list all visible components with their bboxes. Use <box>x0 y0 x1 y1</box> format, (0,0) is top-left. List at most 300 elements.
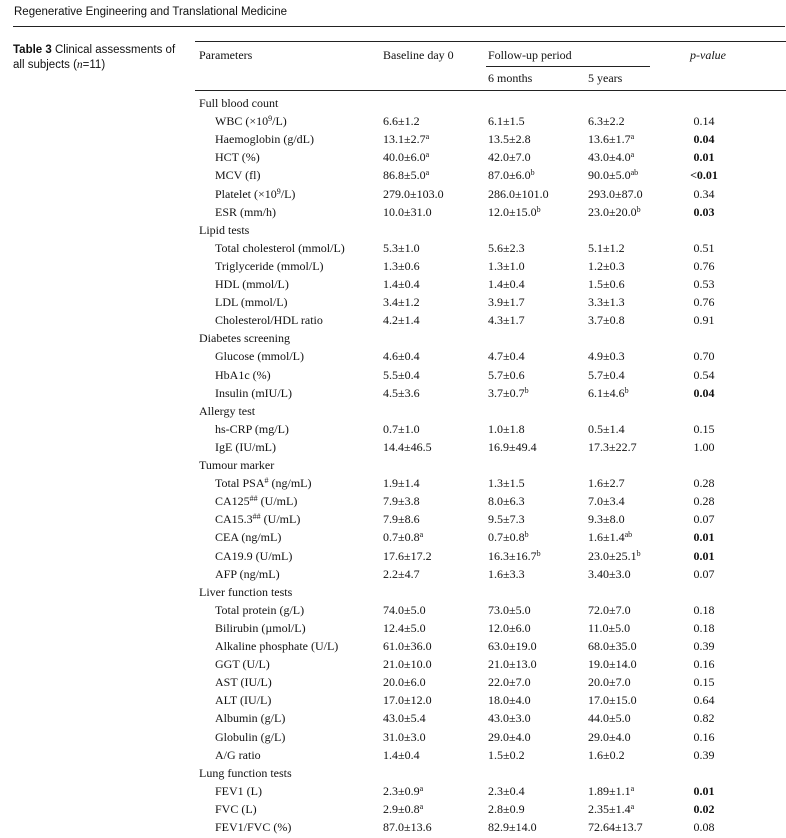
six-month-cell-text: 63.0±19.0 <box>488 639 537 653</box>
baseline-cell-text: 4.6±0.4 <box>383 349 420 364</box>
p-value-cell-text: 0.01 <box>693 548 715 563</box>
five-year-cell-superscript: b <box>636 548 641 558</box>
parameter-cell-text: Platelet (×10 <box>215 186 277 201</box>
parameter-cell-text: HDL (mmol/L) <box>215 277 289 291</box>
p-value-cell <box>672 205 736 219</box>
five-year-cell <box>588 349 625 363</box>
baseline-cell-text: 13.1±2.7 <box>383 132 426 147</box>
five-year-cell <box>588 259 625 273</box>
parameter-cell <box>215 386 292 400</box>
p-value-cell <box>672 693 736 707</box>
six-month-cell-text: 5.6±2.3 <box>488 240 525 255</box>
table-row <box>0 259 786 277</box>
header-followup: Follow-up period <box>488 48 572 62</box>
table-row <box>0 114 786 132</box>
p-value-cell-text: 0.39 <box>693 639 715 653</box>
parameter-cell-text: MCV (fl) <box>215 168 261 183</box>
six-month-cell-text: 4.3±1.7 <box>488 313 525 328</box>
five-year-cell-superscript: a <box>630 150 635 160</box>
six-month-cell <box>488 494 525 508</box>
table-row <box>0 349 786 367</box>
parameter-cell-text: CA19.9 (U/mL) <box>215 548 293 563</box>
six-month-cell-text: 0.7±0.8 <box>488 530 525 545</box>
table-row <box>0 386 786 404</box>
six-month-cell <box>488 205 541 219</box>
five-year-cell-text: 1.6±2.7 <box>588 476 625 491</box>
five-year-cell-text: 29.0±4.0 <box>588 729 631 744</box>
parameter-cell-text: Triglyceride (mmol/L) <box>215 258 324 273</box>
category-row <box>0 331 786 349</box>
p-value-cell <box>672 494 736 508</box>
table-row <box>0 187 786 205</box>
parameter-cell-superscript: # <box>264 476 269 486</box>
six-month-cell <box>488 820 537 834</box>
p-value-cell-text: 0.14 <box>693 114 715 129</box>
parameter-cell-text: AFP (ng/mL) <box>215 566 280 581</box>
six-month-cell <box>488 603 531 617</box>
p-value-cell <box>672 530 736 544</box>
five-year-cell-text: 68.0±35.0 <box>588 639 637 653</box>
six-month-cell <box>488 802 525 816</box>
baseline-cell-text: 4.2±1.4 <box>383 313 420 328</box>
six-month-cell <box>488 711 531 725</box>
table-row <box>0 241 786 259</box>
five-year-cell-superscript: b <box>624 385 629 395</box>
five-year-cell-text: 5.1±1.2 <box>588 240 625 255</box>
six-month-cell-text: 6.1±1.5 <box>488 114 525 129</box>
baseline-cell <box>383 259 420 273</box>
five-year-cell-text: 23.0±20.0 <box>588 204 637 219</box>
five-year-cell <box>588 150 634 164</box>
parameter-cell <box>215 187 295 201</box>
baseline-cell-superscript: a <box>425 150 430 160</box>
six-month-cell <box>488 657 537 671</box>
journal-title: Regenerative Engineering and Translational Medicine <box>14 6 287 18</box>
six-month-cell-text: 22.0±7.0 <box>488 675 531 690</box>
five-year-cell-text: 17.3±22.7 <box>588 439 637 454</box>
six-month-cell-text: 9.5±7.3 <box>488 512 525 527</box>
p-value-cell-text: 0.03 <box>693 204 715 219</box>
six-month-cell-text: 1.0±1.8 <box>488 421 525 436</box>
six-month-cell <box>488 295 525 309</box>
baseline-cell-text: 2.2±4.7 <box>383 566 420 581</box>
baseline-cell <box>383 386 420 400</box>
parameter-cell-text: WBC (×10 <box>215 114 269 129</box>
header-p-value: p-value <box>690 48 726 62</box>
six-month-cell-text: 13.5±2.8 <box>488 132 531 147</box>
baseline-cell <box>383 440 432 454</box>
table-row <box>0 476 786 494</box>
p-value-cell <box>672 657 736 671</box>
five-year-cell <box>588 621 630 635</box>
baseline-cell <box>383 820 432 834</box>
six-month-cell <box>488 241 525 255</box>
five-year-cell-text: 1.2±0.3 <box>588 258 625 273</box>
parameter-cell <box>215 259 324 273</box>
p-value-cell <box>672 241 736 255</box>
five-year-cell-text: 2.35±1.4 <box>588 801 631 816</box>
p-value-cell-text: 0.01 <box>693 530 715 545</box>
p-value-cell-text: 0.39 <box>693 747 715 762</box>
table-header-bottom-rule <box>195 90 786 91</box>
six-month-cell-superscript: b <box>536 548 541 558</box>
parameter-cell <box>215 476 312 490</box>
six-month-cell <box>488 530 529 544</box>
baseline-cell-text: 20.0±6.0 <box>383 675 426 690</box>
parameter-cell-text: A/G ratio <box>215 747 261 762</box>
five-year-cell-text: 1.6±1.4 <box>588 530 625 545</box>
six-month-cell-text: 21.0±13.0 <box>488 657 537 672</box>
baseline-cell <box>383 150 429 164</box>
parameter-cell <box>215 730 285 744</box>
parameter-cell <box>215 711 285 725</box>
parameter-cell-text: hs-CRP (mg/L) <box>215 421 289 436</box>
five-year-cell-superscript: a <box>630 783 635 793</box>
p-value-cell-text: 0.76 <box>693 295 715 310</box>
five-year-cell <box>588 802 634 816</box>
table-row <box>0 132 786 150</box>
baseline-cell-text: 6.6±1.2 <box>383 114 420 129</box>
parameter-cell-text: Globulin (g/L) <box>215 729 286 744</box>
six-month-cell <box>488 187 549 201</box>
category-label-text: Full blood count <box>199 96 279 110</box>
six-month-cell <box>488 476 525 490</box>
six-month-cell <box>488 784 525 798</box>
category-label <box>199 458 274 472</box>
parameter-cell-unit: (U/mL) <box>260 512 301 527</box>
five-year-cell <box>588 476 625 490</box>
parameter-cell-text: CA125 <box>215 494 250 509</box>
p-value-cell-text: 0.54 <box>693 367 715 382</box>
five-year-cell <box>588 603 631 617</box>
category-label-text: Diabetes screening <box>199 331 290 346</box>
five-year-cell-text: 72.64±13.7 <box>588 820 643 834</box>
baseline-cell <box>383 748 420 762</box>
parameter-cell <box>215 693 271 707</box>
baseline-cell <box>383 114 420 128</box>
six-month-cell-text: 87.0±6.0 <box>488 168 531 183</box>
parameter-cell <box>215 567 280 581</box>
parameter-cell-text: Cholesterol/HDL ratio <box>215 313 323 328</box>
parameter-cell <box>215 277 289 291</box>
category-row <box>0 96 786 114</box>
baseline-cell-text: 74.0±5.0 <box>383 602 426 617</box>
parameter-cell <box>215 168 260 182</box>
five-year-cell-text: 1.5±0.6 <box>588 277 625 291</box>
six-month-cell <box>488 567 525 581</box>
five-year-cell <box>588 187 643 201</box>
baseline-cell <box>383 784 423 798</box>
parameter-cell-text: Total cholesterol (mmol/L) <box>215 240 345 255</box>
five-year-cell-text: 19.0±14.0 <box>588 657 637 672</box>
five-year-cell-text: 0.5±1.4 <box>588 421 625 436</box>
six-month-cell-text: 1.3±1.5 <box>488 476 525 491</box>
parameter-cell-text: HCT (%) <box>215 150 260 165</box>
p-value-cell-text: 0.51 <box>693 240 715 255</box>
p-value-cell <box>672 639 736 653</box>
table-row <box>0 603 786 621</box>
six-month-cell <box>488 549 541 563</box>
six-month-cell-text: 12.0±15.0 <box>488 204 537 219</box>
category-label-text: Tumour marker <box>199 458 275 472</box>
table-row <box>0 693 786 711</box>
caption-text: Clinical assessments of all subjects ( <box>13 44 176 71</box>
baseline-cell <box>383 657 432 671</box>
five-year-cell <box>588 549 641 563</box>
five-year-cell <box>588 277 625 291</box>
five-year-cell-text: 3.7±0.8 <box>588 313 625 328</box>
baseline-cell <box>383 494 420 508</box>
p-value-cell-text: 1.00 <box>693 439 715 454</box>
baseline-cell-superscript: a <box>419 801 424 811</box>
parameter-cell-text: Alkaline phosphate (U/L) <box>215 639 339 653</box>
parameter-cell-unit: /L) <box>272 114 287 129</box>
six-month-cell <box>488 748 525 762</box>
baseline-cell-text: 1.3±0.6 <box>383 258 420 273</box>
baseline-cell-text: 1.9±1.4 <box>383 476 420 491</box>
baseline-cell <box>383 639 432 653</box>
baseline-cell-superscript: a <box>425 168 430 178</box>
five-year-cell <box>588 168 638 182</box>
category-row <box>0 585 786 603</box>
p-value-cell-text: 0.04 <box>693 132 715 147</box>
parameter-cell <box>215 748 261 762</box>
five-year-cell-text: 23.0±25.1 <box>588 548 637 563</box>
five-year-cell-text: 43.0±4.0 <box>588 150 631 165</box>
baseline-cell-text: 21.0±10.0 <box>383 657 432 672</box>
six-month-cell-text: 3.9±1.7 <box>488 295 525 310</box>
baseline-cell <box>383 349 420 363</box>
baseline-cell-text: 1.4±0.4 <box>383 747 420 762</box>
baseline-cell-text: 17.6±17.2 <box>383 548 432 563</box>
header-five-years: 5 years <box>588 71 623 85</box>
table-row <box>0 313 786 331</box>
table-row <box>0 368 786 386</box>
p-value-cell-text: 0.01 <box>693 150 715 165</box>
parameter-cell <box>215 349 304 363</box>
table-row <box>0 657 786 675</box>
six-month-cell <box>488 675 531 689</box>
parameter-cell <box>215 820 291 834</box>
six-month-cell-text: 4.7±0.4 <box>488 349 525 364</box>
six-month-cell-text: 3.7±0.7 <box>488 385 525 400</box>
baseline-cell <box>383 603 426 617</box>
baseline-cell <box>383 241 420 255</box>
baseline-cell-text: 5.5±0.4 <box>383 367 420 382</box>
p-value-cell <box>672 422 736 436</box>
six-month-cell <box>488 693 531 707</box>
six-month-cell <box>488 440 537 454</box>
baseline-cell-text: 17.0±12.0 <box>383 693 432 708</box>
baseline-cell-text: 4.5±3.6 <box>383 385 420 400</box>
caption-n-rest: =11) <box>82 59 106 71</box>
parameter-cell-superscript: 9 <box>268 114 273 124</box>
baseline-cell <box>383 205 432 219</box>
caption-n: n <box>76 59 83 71</box>
category-label-text: Lipid tests <box>199 222 250 237</box>
p-value-cell <box>672 621 736 635</box>
parameter-cell <box>215 802 257 816</box>
parameter-cell-text: IgE (IU/mL) <box>215 439 276 454</box>
parameter-cell <box>215 313 323 327</box>
p-value-cell-text: 0.07 <box>693 566 715 581</box>
parameter-cell-text: FEV1 (L) <box>215 783 262 798</box>
table-row <box>0 205 786 223</box>
baseline-cell-text: 0.7±0.8 <box>383 530 420 545</box>
baseline-cell <box>383 621 426 635</box>
baseline-cell-text: 7.9±8.6 <box>383 512 420 527</box>
baseline-cell <box>383 187 444 201</box>
six-month-cell-text: 29.0±4.0 <box>488 729 531 744</box>
six-month-cell-superscript: b <box>524 530 529 540</box>
baseline-cell <box>383 168 429 182</box>
five-year-cell-text: 4.9±0.3 <box>588 349 625 364</box>
baseline-cell <box>383 132 429 146</box>
parameter-cell-text: CEA (ng/mL) <box>215 530 282 545</box>
five-year-cell-text: 1.89±1.1 <box>588 783 631 798</box>
five-year-cell-text: 293.0±87.0 <box>588 186 643 201</box>
p-value-cell <box>672 784 736 798</box>
table-row <box>0 711 786 729</box>
p-value-cell <box>672 549 736 563</box>
table-caption <box>13 43 185 73</box>
five-year-cell-text: 90.0±5.0 <box>588 168 631 183</box>
parameter-cell-text: Total protein (g/L) <box>215 602 305 617</box>
five-year-cell <box>588 295 625 309</box>
baseline-cell-superscript: a <box>425 132 430 142</box>
parameter-cell-text: LDL (mmol/L) <box>215 295 288 310</box>
five-year-cell-text: 1.6±0.2 <box>588 747 625 762</box>
baseline-cell-text: 2.3±0.9 <box>383 783 420 798</box>
parameter-cell-superscript: 9 <box>276 186 281 196</box>
parameter-cell-unit: /L) <box>280 186 296 201</box>
five-year-cell <box>588 657 637 671</box>
parameter-cell <box>215 675 272 689</box>
table-row <box>0 530 786 548</box>
table-row <box>0 277 786 295</box>
five-year-cell <box>588 693 637 707</box>
five-year-cell-superscript: a <box>630 132 635 142</box>
p-value-cell <box>672 295 736 309</box>
five-year-cell-superscript: ab <box>624 530 633 540</box>
p-value-cell <box>672 675 736 689</box>
parameter-cell-text: AST (IU/L) <box>215 675 272 690</box>
six-month-cell <box>488 422 525 436</box>
five-year-cell <box>588 730 631 744</box>
table-row <box>0 748 786 766</box>
six-month-cell-text: 16.9±49.4 <box>488 439 537 454</box>
six-month-cell-text: 2.3±0.4 <box>488 783 525 798</box>
category-label-text: Allergy test <box>199 403 256 418</box>
p-value-cell <box>672 476 736 490</box>
header-parameters: Parameters <box>199 48 253 62</box>
five-year-cell-text: 5.7±0.4 <box>588 367 625 382</box>
baseline-cell-text: 43.0±5.4 <box>383 711 426 726</box>
five-year-cell <box>588 494 625 508</box>
parameter-cell-text: Bilirubin (µmol/L) <box>215 620 306 635</box>
category-row <box>0 404 786 422</box>
p-value-cell <box>672 187 736 201</box>
category-row <box>0 458 786 476</box>
baseline-cell-text: 3.4±1.2 <box>383 295 420 310</box>
five-year-cell <box>588 205 641 219</box>
table-row <box>0 639 786 657</box>
p-value-cell <box>672 150 736 164</box>
category-label <box>199 766 292 780</box>
p-value-cell-text: 0.18 <box>693 620 715 635</box>
five-year-cell <box>588 748 625 762</box>
parameter-cell-text: FVC (L) <box>215 801 257 816</box>
parameter-cell <box>215 132 314 146</box>
p-value-cell-text: 0.28 <box>693 476 715 491</box>
five-year-cell-text: 11.0±5.0 <box>588 620 631 635</box>
baseline-cell <box>383 295 420 309</box>
table-row <box>0 675 786 693</box>
parameter-cell <box>215 150 260 164</box>
parameter-cell <box>215 368 271 382</box>
baseline-cell-text: 14.4±46.5 <box>383 439 432 454</box>
five-year-cell-text: 6.3±2.2 <box>588 114 625 129</box>
p-value-cell-text: 0.15 <box>693 675 715 690</box>
five-year-cell-text: 13.6±1.7 <box>588 132 631 147</box>
six-month-cell-text: 1.3±1.0 <box>488 258 525 273</box>
parameter-cell-text: GGT (U/L) <box>215 657 270 672</box>
p-value-cell-text: 0.91 <box>693 313 715 328</box>
p-value-cell-text: 0.53 <box>693 277 715 291</box>
five-year-cell <box>588 512 625 526</box>
parameter-cell <box>215 422 289 436</box>
baseline-cell-text: 12.4±5.0 <box>383 620 426 635</box>
table-row <box>0 567 786 585</box>
baseline-cell <box>383 693 432 707</box>
six-month-cell <box>488 730 531 744</box>
category-row <box>0 223 786 241</box>
category-label <box>199 96 278 110</box>
six-month-cell-text: 1.6±3.3 <box>488 566 525 581</box>
table-row <box>0 784 786 802</box>
table-row <box>0 802 786 820</box>
p-value-cell <box>672 440 736 454</box>
p-value-cell-text: 0.34 <box>693 186 715 201</box>
table-row <box>0 440 786 458</box>
p-value-cell <box>672 603 736 617</box>
baseline-cell <box>383 567 420 581</box>
six-month-cell-text: 82.9±14.0 <box>488 820 537 834</box>
category-row <box>0 766 786 784</box>
table-row <box>0 494 786 512</box>
table-label: Table 3 <box>13 44 52 56</box>
p-value-cell <box>672 368 736 382</box>
six-month-cell-superscript: b <box>524 385 529 395</box>
baseline-cell <box>383 368 420 382</box>
five-year-cell <box>588 530 632 544</box>
parameter-cell <box>215 549 292 563</box>
baseline-cell <box>383 530 423 544</box>
category-label-text: Lung function tests <box>199 765 292 780</box>
p-value-cell <box>672 114 736 128</box>
parameter-cell-unit: (ng/mL) <box>268 476 312 491</box>
p-value-cell-text: 0.18 <box>693 602 715 617</box>
parameter-cell-text: CA15.3 <box>215 512 253 527</box>
category-label <box>199 585 292 599</box>
five-year-cell-text: 20.0±7.0 <box>588 675 631 690</box>
baseline-cell <box>383 549 432 563</box>
five-year-cell <box>588 368 625 382</box>
parameter-cell <box>215 241 345 255</box>
baseline-cell-text: 40.0±6.0 <box>383 150 426 165</box>
six-month-cell-text: 18.0±4.0 <box>488 693 531 708</box>
parameter-cell-text: Haemoglobin (g/dL) <box>215 132 314 147</box>
